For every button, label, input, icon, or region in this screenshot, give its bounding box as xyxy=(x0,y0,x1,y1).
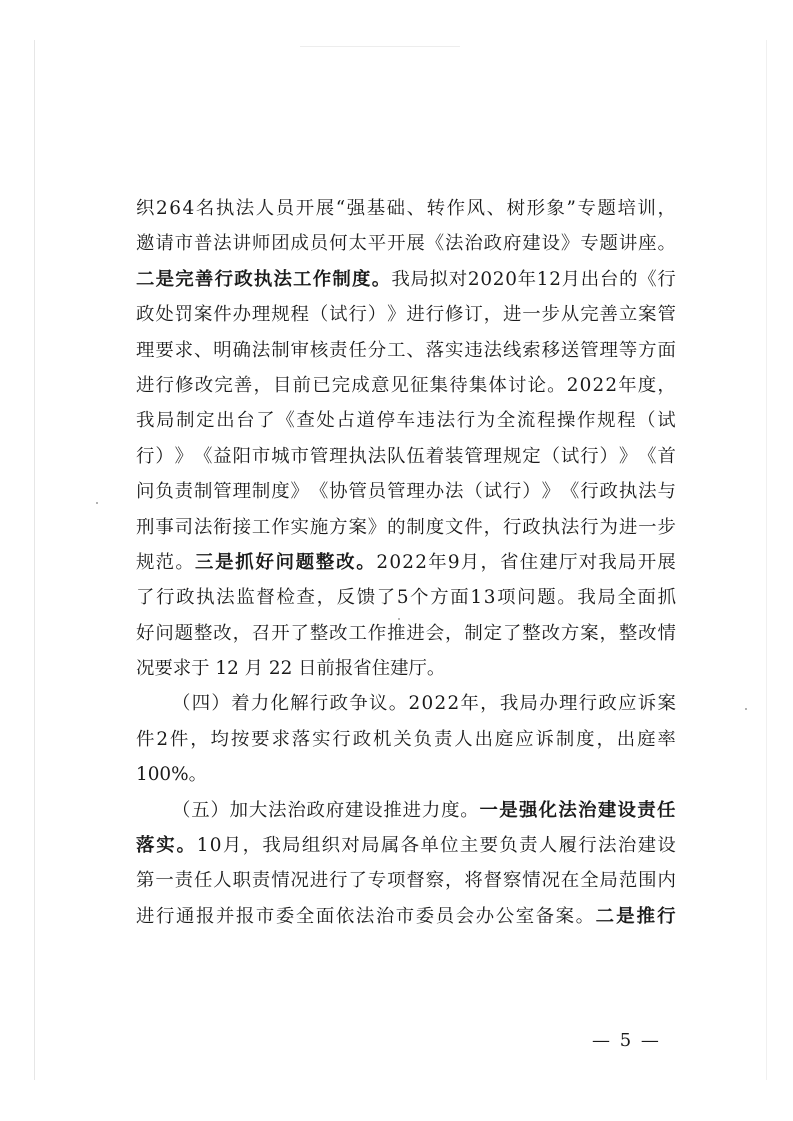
text-line: 理 要 求 、 明 确 法 制 审 核 责 任 分 工 、 落 实 违 法 线 索 移 送 管 理 等 方 面 xyxy=(136,339,676,361)
scan-speck xyxy=(745,708,747,710)
page-number: — 5 — xyxy=(592,1030,661,1051)
document-body xyxy=(136,191,676,934)
text-line: 落 实 。 1 0 月 ， 我 局 组 织 对 局 属 各 单 位 主 要 负 责 人 履 行 法 治 建 设 xyxy=(136,835,676,857)
text-line: 刑 事 司 法 衔 接 工 作 实 施 方 案 》 的 制 度 文 件 ， 行 政 执 法 行 为 进 一 步 xyxy=(136,516,676,538)
text-line: 件 2 件 ， 均 按 要 求 落 实 行 政 机 关 负 责 人 出 庭 应 诉 制 度 ， 出 庭 率 xyxy=(136,728,676,750)
text-line: 好 问 题 整 改 ， 召 开 了 整 改 工 作 推 进 会 ， 制 定 了 整 改 方 案 ， 整 改 情 xyxy=(136,622,676,644)
text-line: 进 行 修 改 完 善 ， 目 前 已 完 成 意 见 征 集 待 集 体 讨 论 。 2 0 2 2 年 度 ， xyxy=(136,374,676,396)
text-line: 第 一 责 任 人 职 责 情 况 进 行 了 专 项 督 察 ， 将 督 察 情 况 在 全 局 范 围 内 xyxy=(136,870,676,892)
text-line: 问 负 责 制 管 理 制 度 》 《 协 管 员 管 理 办 法 （ 试 行 ） 》 《 行 政 执 法 与 xyxy=(136,481,676,503)
text-line: 邀 请 市 普 法 讲 师 团 成 员 何 太 平 开 展 《 法 治 政 府 建 设 》 专 题 讲 座 。 xyxy=(136,233,676,255)
text-line: 况要求于 12 月 22 日前报省住建厅。 xyxy=(136,658,446,680)
text-line: 织 2 6 4 名 执 法 人 员 开 展 “ 强 基 础 、 转 作 风 、 树 形 象 ” 专 题 培 训 ， xyxy=(136,198,676,219)
text-line: （ 五 ） 加 大 法 治 政 府 建 设 推 进 力 度 。 一 是 强 化 法 治 建 设 责 任 xyxy=(172,799,676,821)
scan-speck xyxy=(96,502,98,504)
text-line: 进 行 通 报 并 报 市 委 全 面 依 法 治 市 委 员 会 办 公 室 备 案 。 二 是 推 行 xyxy=(136,905,676,927)
text-line: 行 ） 》 《 益 阳 市 城 市 管 理 执 法 队 伍 着 装 管 理 规 定 （ 试 行 ） 》 《 首 xyxy=(136,445,676,467)
text-line: 了 行 政 执 法 监 督 检 查 ， 反 馈 了 5 个 方 面 1 3 项 问 题 。 我 局 全 面 抓 xyxy=(136,587,676,609)
text-line: 我 局 制 定 出 台 了 《 查 处 占 道 停 车 违 法 行 为 全 流 程 操 作 规 程 （ 试 xyxy=(136,410,676,432)
text-line: 政 处 罚 案 件 办 理 规 程 （ 试 行 ） 》 进 行 修 订 ， 进 一 步 从 完 善 立 案 管 xyxy=(136,304,676,326)
text-line: 规 范 。 三 是 抓 好 问 题 整 改 。 2 0 2 2 年 9 月 ， 省 住 建 厅 对 我 局 开 展 xyxy=(136,551,676,573)
scan-top-edge xyxy=(300,46,460,47)
scan-left-edge xyxy=(34,40,35,1080)
text-line: 100%。 xyxy=(136,764,207,786)
text-line: 二 是 完 善 行 政 执 法 工 作 制 度 。 我 局 拟 对 2 0 2 0 年 1 2 月 出 台 的 《 行 xyxy=(136,268,676,290)
scan-right-edge xyxy=(766,40,767,1080)
text-line: （ 四 ） 着 力 化 解 行 政 争 议 。 2 0 2 2 年 ， 我 局 办 理 行 政 应 诉 案 xyxy=(172,693,676,715)
